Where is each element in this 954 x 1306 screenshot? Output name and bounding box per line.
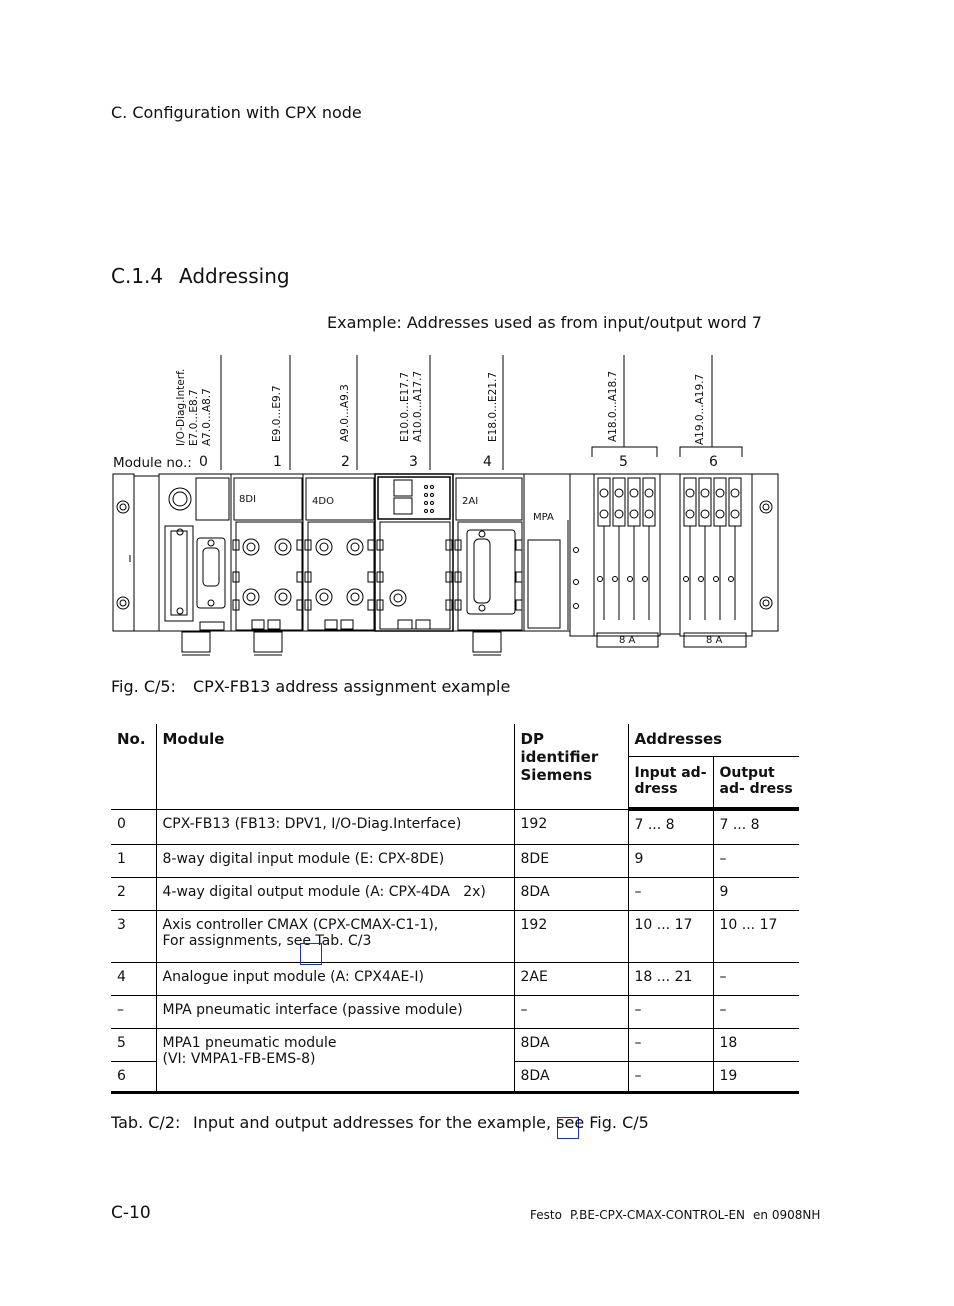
- cell-module: MPA pneumatic interface (passive module): [156, 995, 514, 1028]
- tab-reference-link-highlight[interactable]: [300, 943, 322, 965]
- cell-module: [156, 1028, 514, 1092]
- cell-module-line-1: MPA1 pneumatic module: [162, 1034, 337, 1051]
- table-caption: [111, 1113, 649, 1132]
- section-title: Addressing: [179, 264, 290, 288]
- table-row: [111, 844, 799, 877]
- figure-caption: [111, 677, 510, 696]
- address-label-4-line-1: E18.0...E21.7: [487, 371, 499, 442]
- cell-module-line-2: (VI: VMPA1-FB-EMS-8): [162, 1050, 316, 1067]
- table-row: [111, 995, 799, 1028]
- header-no: No.: [111, 724, 156, 809]
- module-label-amp-6: 8 A: [706, 635, 723, 646]
- cell-input: 7 ... 8: [628, 809, 713, 844]
- address-label-3-line-2: A10.0...A17.7: [412, 370, 424, 442]
- module-number-5: 5: [619, 454, 628, 470]
- table-row: [111, 910, 799, 962]
- header-dp-identifier: DP identifier Siemens: [514, 724, 628, 809]
- footer-info: [530, 1208, 828, 1222]
- address-label-2-line-1: A9.0...A9.3: [339, 384, 351, 442]
- address-label-6-line-1: A19.0...A19.7: [694, 373, 706, 445]
- cell-no: 5: [111, 1028, 156, 1061]
- cell-output: 10 ... 17: [713, 910, 799, 962]
- cell-dp: 8DA: [514, 877, 628, 910]
- header-input-address: Input ad- dress: [628, 757, 713, 810]
- module-number-3: 3: [409, 454, 418, 470]
- cell-dp: 192: [514, 910, 628, 962]
- address-label-0-line-1: I/O-Diag.Interf.: [175, 368, 187, 446]
- cell-no: 6: [111, 1061, 156, 1092]
- module-no-label: Module no.:: [113, 455, 192, 471]
- cell-no: –: [111, 995, 156, 1028]
- address-label-5-line-1: A18.0...A18.7: [607, 370, 619, 442]
- cell-output: –: [713, 844, 799, 877]
- table-caption-text: Input and output addresses for the example, see Fig. C/5: [193, 1113, 649, 1132]
- footer-doc: P.BE-CPX-CMAX-CONTROL-EN: [569, 1208, 746, 1222]
- cell-input: –: [628, 877, 713, 910]
- running-header: C. Configuration with CPX node: [111, 103, 362, 122]
- table-row: [111, 877, 799, 910]
- module-number-0: 0: [199, 454, 208, 470]
- cell-module: 8-way digital input module (E: CPX-8DE): [156, 844, 514, 877]
- address-label-0-line-2: E7.0...E8.7: [188, 389, 200, 446]
- cell-module-line-2[interactable]: For assignments, see Tab. C/3: [162, 932, 372, 949]
- cell-dp: 8DE: [514, 844, 628, 877]
- module-number-4: 4: [483, 454, 492, 470]
- table-caption-label: Tab. C/2:: [111, 1113, 181, 1132]
- cell-input: –: [628, 1061, 713, 1092]
- cell-module: CPX-FB13 (FB13: DPV1, I/O-Diag.Interface): [156, 809, 514, 844]
- table-row: [111, 809, 799, 844]
- module-label-amp-5: 8 A: [619, 635, 636, 646]
- cell-module: 4-way digital output module (A: CPX-4DA 2x): [156, 877, 514, 910]
- cell-output: 19: [713, 1061, 799, 1092]
- cell-dp: –: [514, 995, 628, 1028]
- header-addresses: Addresses: [628, 724, 799, 757]
- figure-caption-text: CPX-FB13 address assignment example: [193, 677, 511, 696]
- cell-output: 18: [713, 1028, 799, 1061]
- cell-no: 0: [111, 809, 156, 844]
- cell-no: 1: [111, 844, 156, 877]
- cell-output: 9: [713, 877, 799, 910]
- cell-dp: 2AE: [514, 962, 628, 995]
- address-label-1-line-1: E9.0...E9.7: [271, 385, 283, 442]
- module-number-1: 1: [273, 454, 282, 470]
- page-number: C-10: [111, 1203, 151, 1223]
- address-label-3-line-1: E10.0...E17.7: [399, 371, 411, 442]
- cell-dp: 8DA: [514, 1028, 628, 1061]
- module-number-2: 2: [341, 454, 350, 470]
- cell-no: 2: [111, 877, 156, 910]
- cell-input: –: [628, 995, 713, 1028]
- cell-module: Analogue input module (A: CPX4AE-I): [156, 962, 514, 995]
- cell-output: –: [713, 962, 799, 995]
- figure-intro: Example: Addresses used as from input/output word 7: [327, 313, 762, 332]
- address-label-0-line-3: A7.0...A8.7: [201, 388, 213, 446]
- cell-dp: 192: [514, 809, 628, 844]
- cell-input: 18 ... 21: [628, 962, 713, 995]
- module-number-6: 6: [709, 454, 718, 470]
- cell-input: 10 ... 17: [628, 910, 713, 962]
- cell-input: 9: [628, 844, 713, 877]
- footer-brand: Festo: [530, 1208, 562, 1222]
- footer-lang: en 0908NH: [753, 1208, 821, 1222]
- cell-dp: 8DA: [514, 1061, 628, 1092]
- cell-no: 4: [111, 962, 156, 995]
- figure-caption-label: Fig. C/5:: [111, 677, 176, 696]
- cell-output: –: [713, 995, 799, 1028]
- table-row: [111, 1028, 799, 1061]
- module-label-4do: 4DO: [312, 496, 334, 507]
- cell-input: –: [628, 1028, 713, 1061]
- module-label-2ai: 2AI: [462, 496, 479, 507]
- address-table: [111, 724, 799, 1094]
- cell-module-line-1: Axis controller CMAX (CPX-CMAX-C1-1),: [162, 916, 439, 933]
- cell-output: 7 ... 8: [713, 809, 799, 844]
- header-module: Module: [156, 724, 514, 809]
- module-label-8di: 8DI: [239, 494, 257, 505]
- table-row: [111, 962, 799, 995]
- section-number: C.1.4: [111, 264, 164, 288]
- module-label-mpa: MPA: [533, 512, 554, 523]
- cell-no: 3: [111, 910, 156, 962]
- header-output-address: Output ad- dress: [713, 757, 799, 810]
- cell-module: [156, 910, 514, 962]
